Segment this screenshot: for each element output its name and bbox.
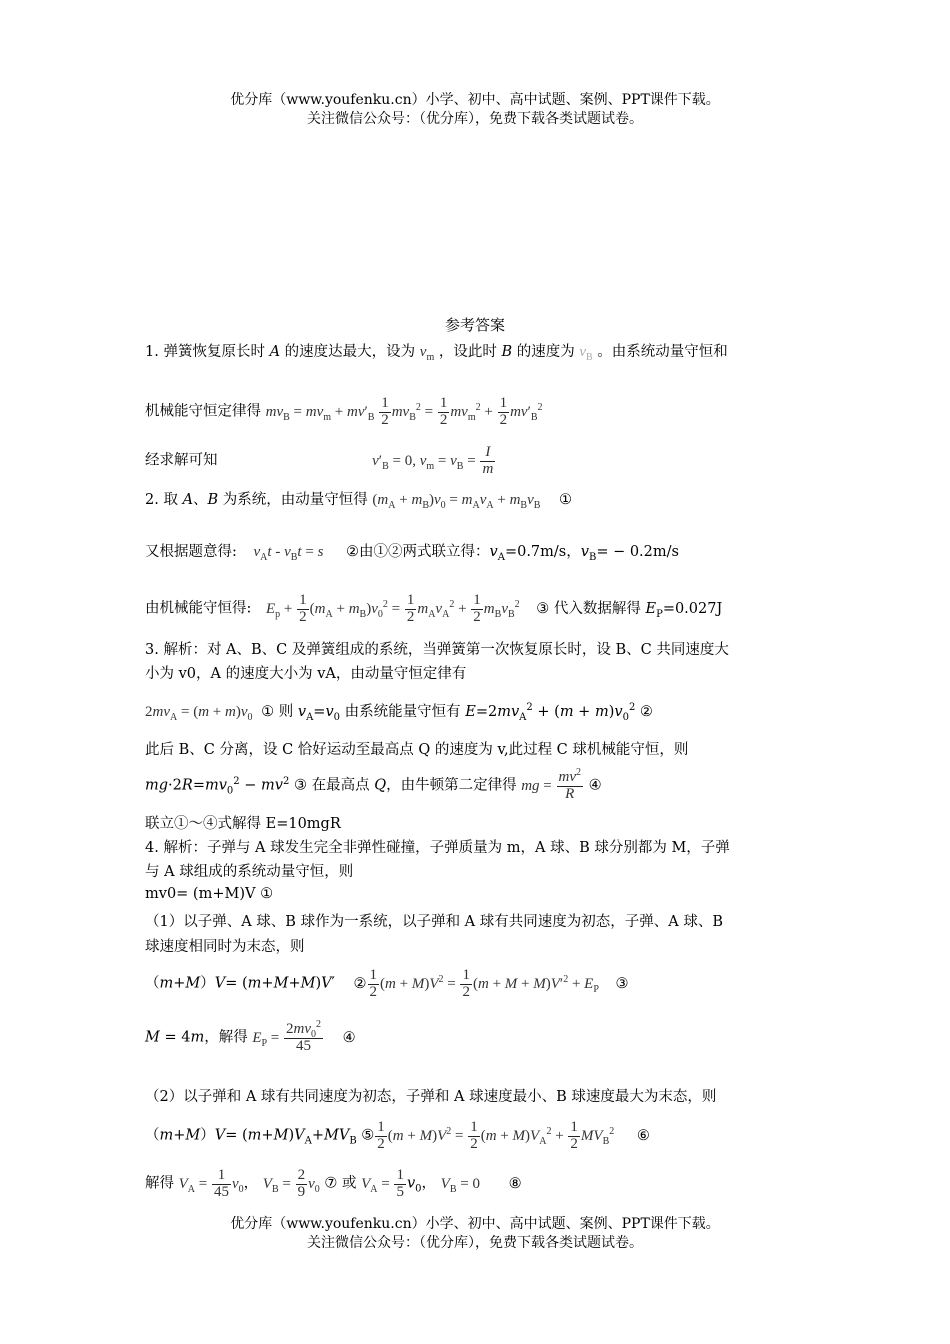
p2-line-1: 2. 取 A、B 为系统，由动量守恒得 $(m_A + m_B)v_0 = m_Av_A + m_Bv_B$ ① (145, 492, 573, 511)
p2-line-2: 又根据题意得: $v_At - v_Bt = s$ ②由①②两式联立得：$v_A=0.7m/s$，$v_B= - 0.2m/s$ (145, 544, 679, 563)
p4-line-7: M = 4m，解得 $E_P$ = $\frac{2mv_0^2}{45}$ ④ (145, 1019, 356, 1054)
page-header (0, 91, 950, 129)
p4-line-5: 球速度相同时为末态，则 (145, 939, 305, 955)
page-title: 参考答案 (444, 316, 505, 334)
p1-line-3: 经求解可知 $v'_B = 0$, $v_m = v_B$ = $\frac{I}{m}$ (145, 444, 494, 477)
p4-line-8: （2）以子弹和 A 球有共同速度为初态，子弹和 A 球速度最小、B 球速度最大为末态，则 (145, 1089, 717, 1105)
p4-line-1: 4. 解析：子弹与 A 球发生完全非弹性碰撞，子弹质量为 m，A 球、B 球分别都为 M，子弹 (145, 840, 730, 856)
p3-line-2: 小为 v0，A 的速度大小为 vA，由动量守恒定律有 (145, 666, 467, 682)
p4-line-2: 与 A 球组成的系统动量守恒，则 (145, 864, 354, 880)
p1-line-1: 1. 弹簧恢复原长时 A 的速度达最大，设为 $v_m$ ，设此时 B 的速度为 $v_B$ 。由系统动量守恒和 (145, 344, 728, 363)
p3-line-5: $mg\cdot 2R=mv_0^2 - mv^2$ ③ 在最高点 Q，由牛顿第二定律得 mg = $\frac{mv^2}{R}$ ④ (145, 767, 602, 802)
p2-line-3: 由机械能守恒得: $E_p$ + $\frac{1}{2}$ $(m_A + m_B)v_0^2$ = $\frac{1}{2}$ $m_Av_A^2$ + $\frac{1}{2}$ $m_Bv_B^2$ ③ 代入数据解得 $E_P=0.027J$ (145, 592, 723, 625)
footer-line-2: 关注微信公众号：（优分库），免费下载各类试题试卷。 (307, 1235, 643, 1251)
p4-line-10: 解得 $V_A$ = $\frac{1}{45}$ $v_0$， $V_B$ = $\frac{2}{9}$ $v_0$ ⑦ 或 $V_A$ = $\frac{1}{5}$ $v_0$， $V_B = 0$ ⑧ (145, 1167, 522, 1200)
p4-line-4: （1）以子弹、A 球、B 球作为一系统，以子弹和 A 球有共同速度为初态，子弹、A 球、B (145, 914, 723, 930)
p3-line-3: $2mv_A = (m + m)v_0$ ① 则 $v_A=v_0$ 由系统能量守恒有 $E=2mv_A^2 + (m + m)v_0^2$ ② (145, 702, 653, 723)
p3-line-1: 3. 解析：对 A、B、C 及弹簧组成的系统，当弹簧第一次恢复原长时，设 B、C 共同速度大 (145, 642, 729, 658)
header-line-1: 优分库（www.youfenku.cn）小学、初中、高中试题、案例、PPT课件下载。 (230, 92, 720, 108)
p3-line-4: 此后 B、C 分离，设 C 恰好运动至最高点 Q 的速度为 v,此过程 C 球机械能守恒，则 (145, 742, 689, 758)
p4-line-9: $(m+M)V= (m+M)V_A+MV_B$ ⑤ $\frac{1}{2}$ $(m + M)V^2$ = $\frac{1}{2}$ $(m + M)V_A^2$ + $\frac{1}{2}$ $MV_B^2$ ⑥ (145, 1119, 650, 1152)
header-line-2: 关注微信公众号：（优分库），免费下载各类试题试卷。 (307, 111, 643, 127)
p4-line-3: mv0= (m+M)V ① (145, 886, 274, 902)
p1-line-2: 机械能守恒定律得 $mv_B = mv_m + mv'_B$ $\frac{1}{2}$ $mv_B^2$ = $\frac{1}{2}$ $mv_m^2$ + $\frac{1}{2}$ $mv'_B^2$ (145, 395, 543, 428)
p4-line-6: （m+M）V= (m+M+M)V′ ② $\frac{1}{2}$ $(m + M)V^2$ = $\frac{1}{2}$ $(m + M + M)V'^2 + E_P$ ③ (145, 967, 629, 1000)
page-footer (0, 1215, 950, 1253)
p3-line-6: 联立①～④式解得 E=10mgR (145, 816, 341, 832)
footer-line-1: 优分库（www.youfenku.cn）小学、初中、高中试题、案例、PPT课件下载。 (230, 1216, 720, 1232)
